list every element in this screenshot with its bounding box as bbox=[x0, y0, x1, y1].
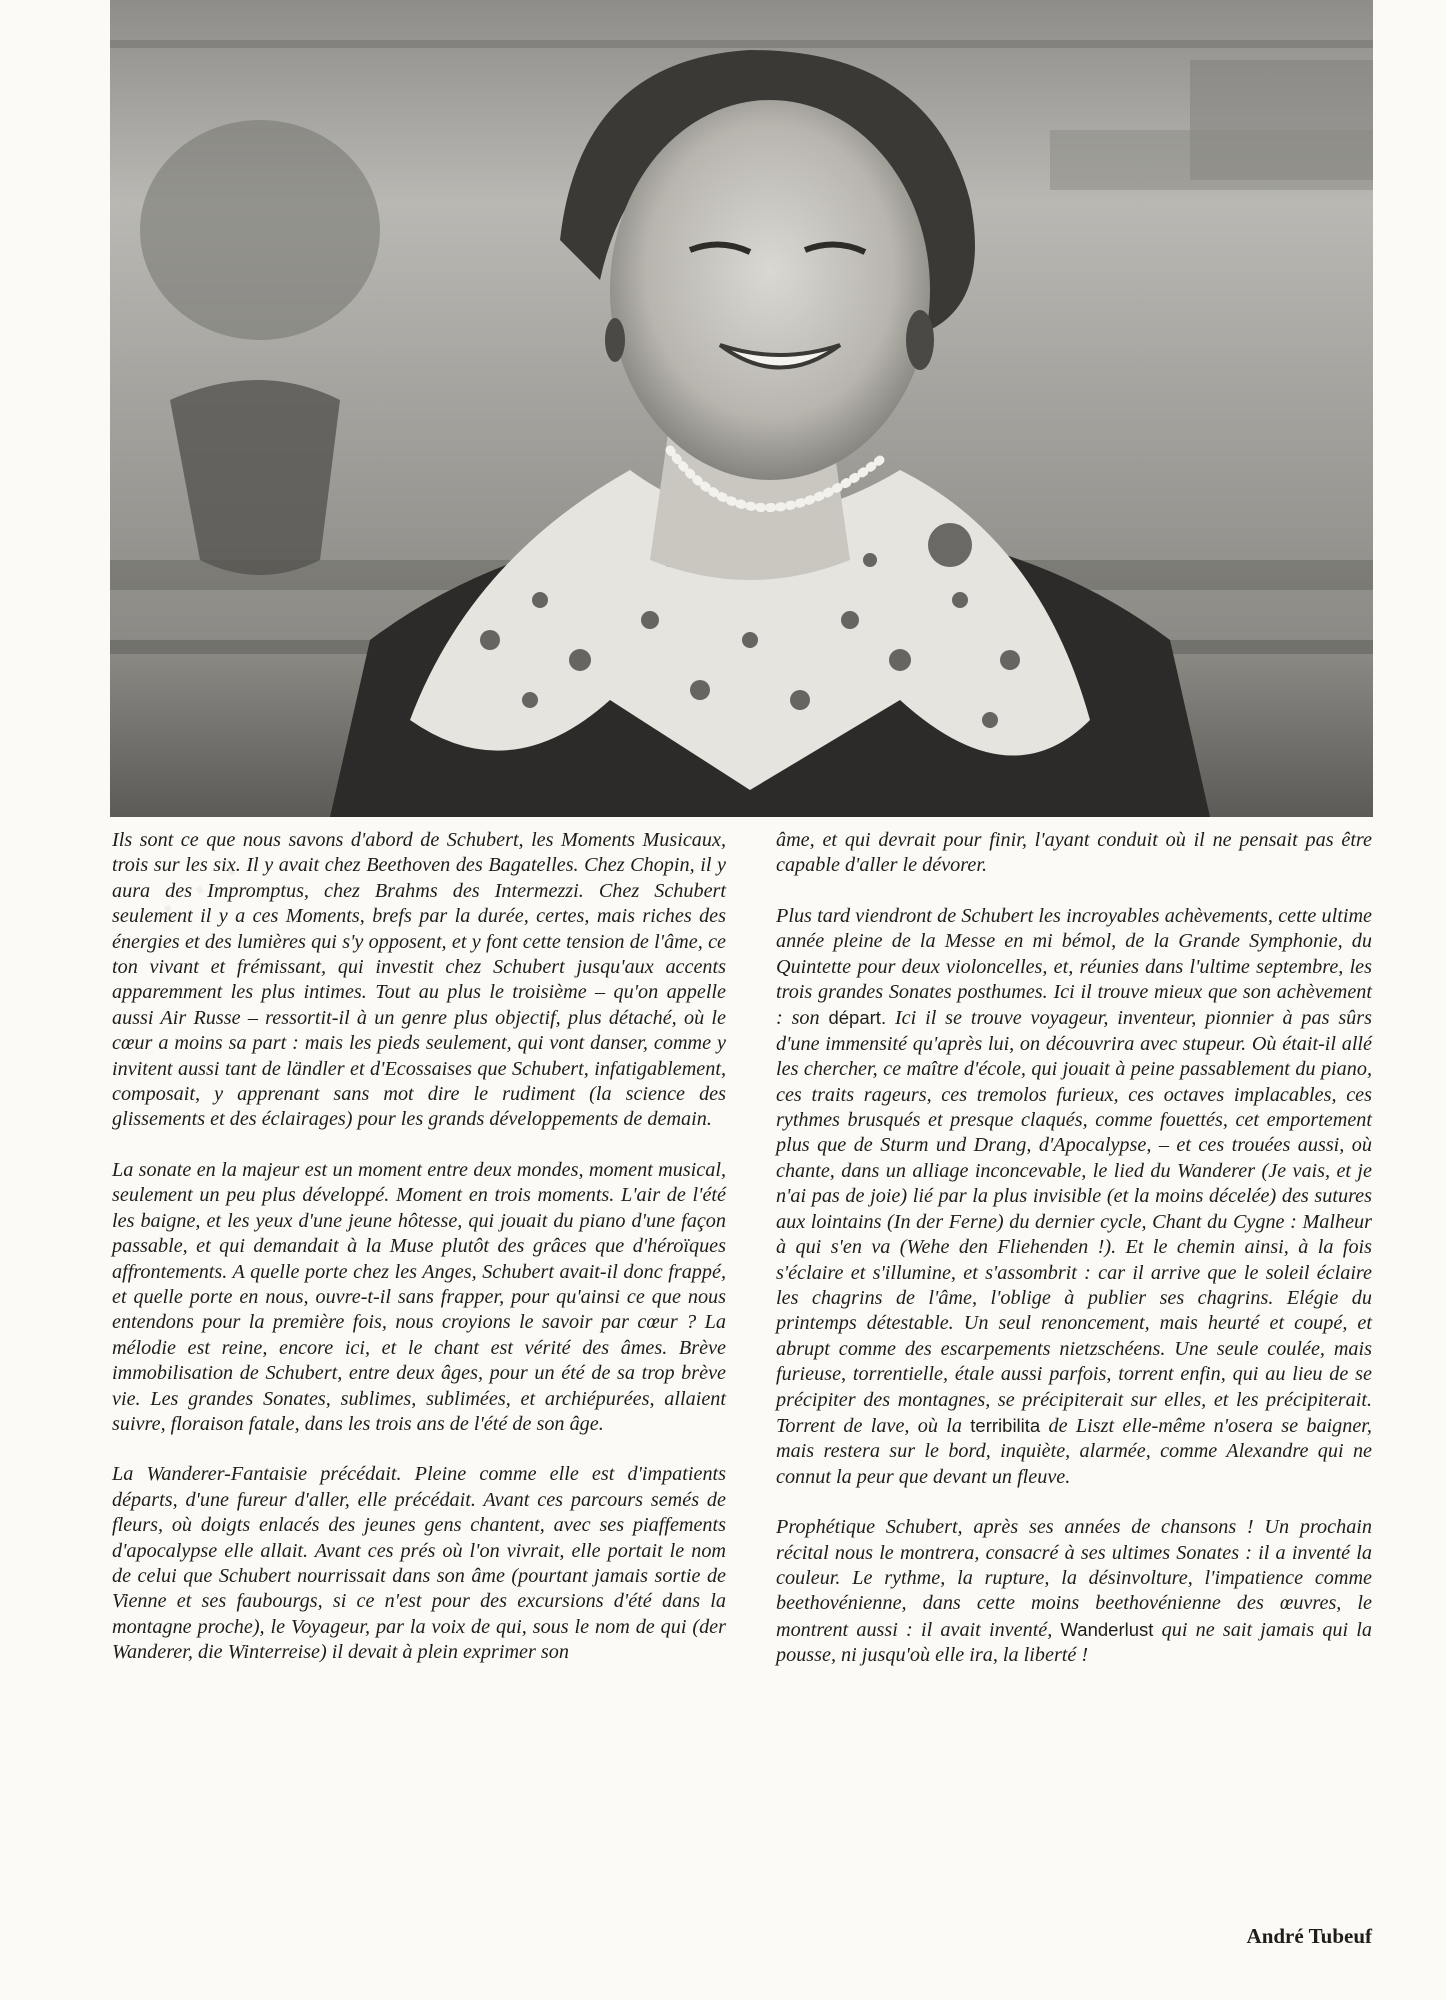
article-text: Prophétique Schubert, après ses années de chansons ! Un prochain récital nous le montrera, consacré à ses ultimes Sonates : il a inventé la couleur. Le rythme, la rupture, la désinvolture, l'impatience comme beethovénienne, dans cette moins beethovénienne des œuvres, le montrent aussi : il avait inventé, bbox=[776, 1516, 1372, 1641]
article-text: Plus tard viendront de Schubert les incroyables achèvements, cette ultime année pleine de la Messe en mi bémol, de la Grande Symphonie, du Quintette pour deux violoncelles, et, réunies dans l'ultime septembre, les trois grandes Sonates posthumes. Ici il trouve mieux que son achèvement : son bbox=[776, 904, 1372, 1030]
photo-illustration bbox=[110, 0, 1373, 817]
watermark: · · · bbox=[140, 834, 255, 939]
article-right-column bbox=[776, 828, 1372, 1694]
emphasis-terribilita: terribilita bbox=[970, 1414, 1041, 1436]
article-text: âme, et qui devrait pour finir, l'ayant conduit où il ne pensait pas être capable d'aller le dévorer. bbox=[776, 829, 1372, 877]
article-paragraph bbox=[776, 1515, 1372, 1668]
emphasis-wanderlust: Wanderlust bbox=[1060, 1618, 1154, 1640]
article-paragraph: La sonate en la majeur est un moment entre deux mondes, moment musical, seulement un peu plus développé. Moment en trois moments. L'air de l'été les baigne, et les yeux d'une jeune hôtesse, qui jouait du piano d'une façon passable, et qui demandait à la Muse plutôt des grâces que d'héroïques affrontements. A quelle porte chez les Anges, Schubert avait-il donc frappé, et quelle porte en nous, ouvre-t-il sans frapper, pour qu'ainsi ce que nous entendons pour la première fois, nous croyions le savoir par cœur ? La mélodie est reine, encore ici, et le chant est vérité des âmes. Brève immobilisation de Schubert, entre deux âges, pour un été de sa trop brève vie. Les grandes Sonates, sublimes, sublimées, et archiépurées, allaient suivre, floraison fatale, dans les trois ans de l'été de son âge. bbox=[112, 1158, 726, 1435]
article-paragraph: La Wanderer-Fantaisie précédait. Pleine comme elle est d'impatients départs, d'une fureur d'aller, elle précédait. Avant ces parcours semés de fleurs, où doigts enlacés des jeunes gens chantent, avec ses piaffements d'apocalypse elle allait. Avant ces prés où l'on vivrait, elle portait le nom de celui que Schubert nourrissait dans son âme (pourtant jamais sortie de Vienne et ses faubourgs, si ce n'est pour des excursions d'été dans la montagne proche), le Voyageur, par la voix de qui, sous le nom de qui (der Wanderer, die Winterreise) il devait à plein exprimer son bbox=[112, 1463, 726, 1664]
portrait-photo bbox=[110, 0, 1373, 817]
article-paragraph bbox=[776, 828, 1372, 879]
article-text: de Liszt elle-même n'osera se baigner, mais restera sur le bord, inquiète, alarmée, comme Alexandre qui ne connut la peur que devant un fleuve. bbox=[776, 1414, 1372, 1488]
article-text: qui ne sait jamais qui la pousse, ni jusqu'où elle ira, la liberté ! bbox=[776, 1618, 1373, 1667]
article-left-column bbox=[112, 828, 726, 1691]
article-paragraph bbox=[776, 904, 1372, 1490]
article-text: Ici il se trouve voyageur, inventeur, pionnier à pas sûrs d'une immensité qu'après lui, on découvrira avec stupeur. Où était-il allé les chercher, ce maître d'école, qui jouait à peine passablement du piano, ces traits rageurs, ces tremolos furieux, ces octaves implacables, ces rythmes brusqués et presque claqués, comme fouettés, cet emportement plus que de Sturm und Drang, d'Apocalypse, – et ces trouées aussi, où chante, dans un alliage inconcevable, le lied du Wanderer (Je vais, et je n'ai pas de joie) lié par la plus invisible (et la moins décelée) des sutures aux lointains (In der Ferne) du dernier cycle, Chant du Cygne : Malheur à qui s'en va (Wehe den Fliehenden !). Et le chemin ainsi, à la fois s'éclaire et s'illumine, et s'assombrit : car il arrive que le soleil éclaire les chagrins de l'âme, l'oblige à publier ses chagrins. Elégie du printemps détestable. Un seul renoncement, mais heurté et coupé, et abrupt comme des escarpements nietzschéens. Une seule coulée, mais furieuse, torrentielle, étale aussi parfois, torrent enfin, qui au lieu de se précipiter des montagnes, se précipiterait sur elles, et les précipiterait. Torrent de lave, où la bbox=[776, 1007, 1372, 1437]
article-paragraph: Ils sont ce que nous savons d'abord de Schubert, les Moments Musicaux, trois sur les six. Il y avait chez Beethoven des Bagatelles. Chez Chopin, il y aura des Impromptus, chez Brahms des Intermezzi. Chez Schubert seulement il y a ces Moments, brefs par la durée, certes, mais riches des énergies et des lumières qui s'y opposent, et y font cette tension de l'âme, ce ton vivant et frémissant, qui investit chez Schubert jusqu'aux accents apparemment les plus intimes. Tout au plus le troisième – qu'on appelle aussi Air Russe – ressortit-il à un genre plus objectif, plus détaché, où le cœur a moins sa part : mais les pieds seulement, qui vont danser, comme y invitent aussi tant de ländler et d'Ecossaises que Schubert, infatigablement, composait, y apprenant sans mot dire le rudiment (la science des glissements et des éclairages) pour les grands développements de demain. bbox=[112, 829, 726, 1131]
author-signature: André Tubeuf bbox=[1246, 1924, 1372, 1948]
emphasis-depart: départ. bbox=[828, 1007, 887, 1029]
